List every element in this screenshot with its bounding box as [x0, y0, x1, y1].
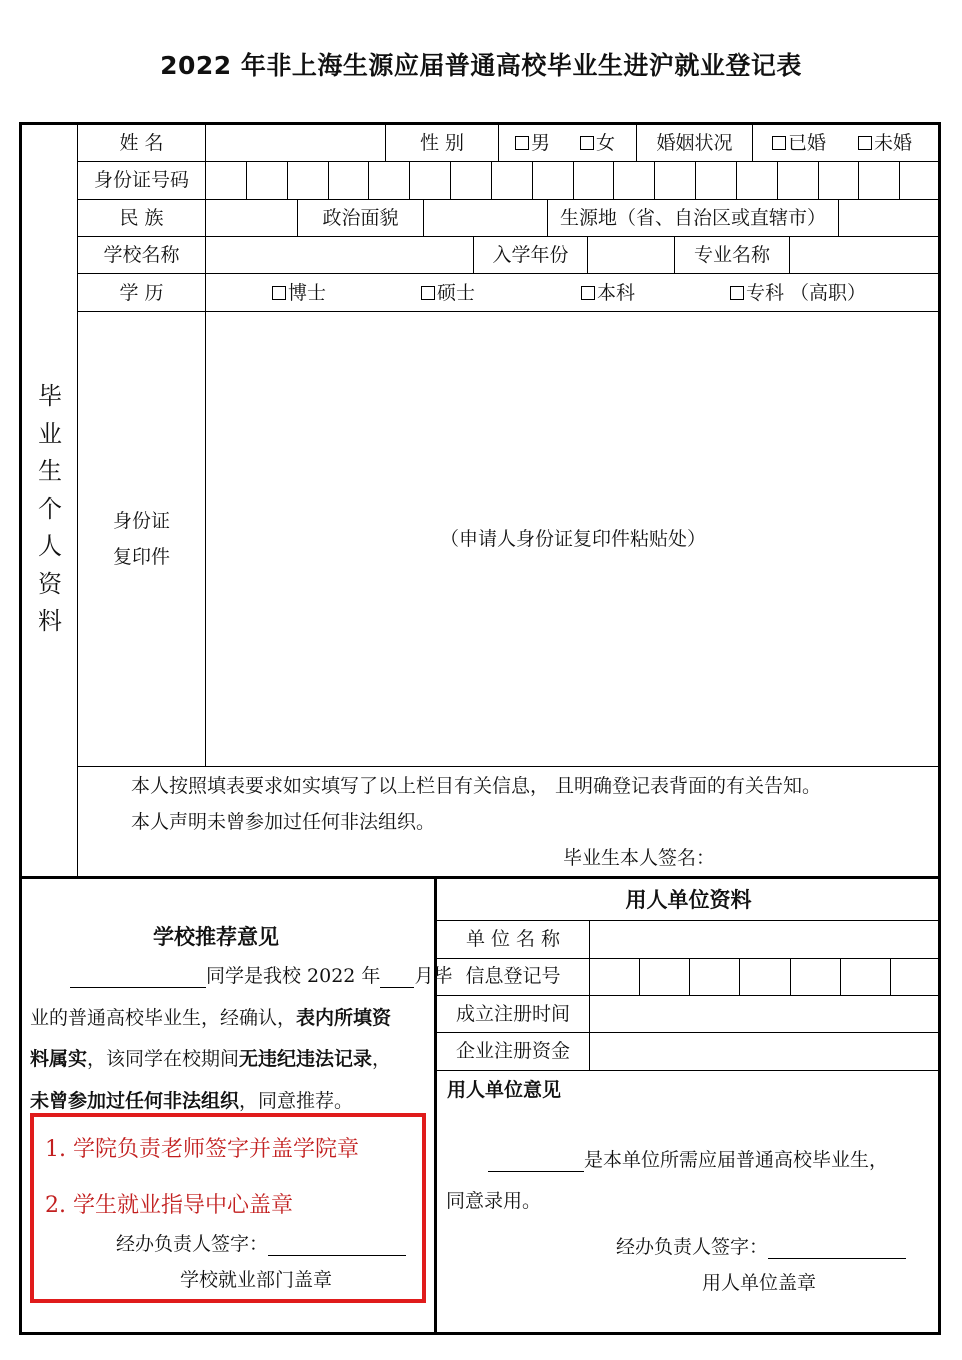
- ethnicity-field[interactable]: [206, 201, 296, 235]
- gender-label: 性 别: [419, 132, 465, 154]
- school-sign-label: 经办负责人签字：: [116, 1232, 406, 1256]
- reg-digit-box[interactable]: [891, 960, 939, 993]
- name-field[interactable]: [206, 126, 384, 160]
- employer-heading: 用人单位资料: [625, 888, 752, 912]
- name-label: 姓 名: [119, 132, 164, 154]
- declaration-line-1: 本人按照填表要求如实填写了以上栏目有关信息， 且明确登记表背面的有关告知。: [131, 775, 822, 797]
- id-digit-box[interactable]: [859, 163, 898, 197]
- reg-digit-box[interactable]: [791, 960, 839, 993]
- school-line-4: 未曾参加过任何非法组织，同意推荐。: [30, 1090, 354, 1112]
- section-label-char: 资: [38, 569, 62, 598]
- employer-opinion-heading: 用人单位意见: [447, 1079, 562, 1101]
- gender-male-option[interactable]: 男: [515, 131, 550, 155]
- id-digit-box[interactable]: [900, 163, 939, 197]
- note-college-sign: 1. 学院负责老师签字并盖学院章: [45, 1137, 359, 1162]
- male-checkbox[interactable]: [515, 136, 529, 150]
- edu-phd-option[interactable]: 博士: [272, 281, 326, 305]
- school-line-1: 同学是我校 2022 年 月毕: [30, 964, 452, 988]
- reg-digit-box[interactable]: [640, 960, 688, 993]
- school-opinion-heading: 学校推荐意见: [153, 925, 279, 949]
- section-label-char: 料: [38, 607, 62, 635]
- political-field[interactable]: [424, 201, 546, 235]
- section-label-char: 生: [38, 457, 62, 485]
- reg-no-label: 信息登记号: [465, 965, 561, 987]
- declaration-line-2: 本人声明未曾参加过任何非法组织。: [131, 811, 436, 833]
- unmarried-checkbox[interactable]: [858, 136, 872, 150]
- employer-opinion-line-1: 是本单位所需应届普通高校毕业生，: [488, 1148, 888, 1172]
- school-line-2: 业的普通高校毕业生，经确认，表内所填资: [30, 1007, 392, 1029]
- id-digit-box[interactable]: [737, 163, 776, 197]
- graduate-signature-label: 毕业生本人签名：: [563, 847, 716, 869]
- section-label-char: 个: [38, 494, 62, 523]
- school-field[interactable]: [206, 238, 472, 272]
- id-digit-box[interactable]: [288, 163, 327, 197]
- id-digit-box[interactable]: [696, 163, 735, 197]
- id-digit-box[interactable]: [574, 163, 613, 197]
- master-checkbox[interactable]: [421, 286, 435, 300]
- marital-label: 婚姻状况: [656, 132, 733, 154]
- college-checkbox[interactable]: [730, 286, 744, 300]
- id-digit-box[interactable]: [655, 163, 694, 197]
- id-digit-box[interactable]: [410, 163, 449, 197]
- id-number-label: 身份证号码: [93, 169, 189, 191]
- note-career-center-stamp: 2. 学生就业指导中心盖章: [45, 1193, 293, 1218]
- gender-female-option[interactable]: 女: [580, 131, 615, 155]
- unmarried-option[interactable]: 未婚: [858, 131, 912, 155]
- id-digit-box[interactable]: [206, 163, 245, 197]
- id-digit-box[interactable]: [451, 163, 490, 197]
- major-label: 专业名称: [693, 244, 770, 266]
- unit-name-field[interactable]: [590, 922, 939, 957]
- id-digit-box[interactable]: [492, 163, 531, 197]
- employer-sign-blank[interactable]: [768, 1238, 906, 1259]
- origin-field[interactable]: [839, 201, 939, 235]
- married-option[interactable]: 已婚: [772, 131, 826, 155]
- political-label: 政治面貌: [322, 207, 399, 229]
- id-digit-box[interactable]: [614, 163, 653, 197]
- enroll-year-field[interactable]: [588, 238, 673, 272]
- edu-college-option[interactable]: 专科 （高职）: [730, 281, 866, 305]
- employer-student-blank[interactable]: [488, 1151, 584, 1172]
- school-label: 学校名称: [103, 244, 180, 266]
- personal-section-label: [24, 378, 76, 641]
- id-digit-box[interactable]: [533, 163, 572, 197]
- reg-digit-box[interactable]: [841, 960, 889, 993]
- employer-stamp-label: 用人单位盖章: [702, 1272, 817, 1294]
- section-label-char: 业: [38, 419, 62, 448]
- id-copy-label-2: 复印件: [112, 546, 170, 568]
- section-label-char: 人: [38, 532, 62, 560]
- education-label: 学 历: [119, 282, 164, 304]
- id-digit-box[interactable]: [778, 163, 817, 197]
- school-line-3: 料属实，该同学在校期间无违纪违法记录，: [30, 1048, 392, 1070]
- enroll-year-label: 入学年份: [492, 244, 569, 266]
- school-sign-blank[interactable]: [268, 1235, 406, 1256]
- reg-digit-box[interactable]: [690, 960, 738, 993]
- capital-field[interactable]: [590, 1034, 939, 1069]
- reg-digit-box[interactable]: [740, 960, 788, 993]
- student-name-blank[interactable]: [70, 967, 206, 988]
- reg-digit-box[interactable]: [590, 960, 638, 993]
- id-digit-box[interactable]: [329, 163, 368, 197]
- employer-opinion-line-2: 同意录用。: [446, 1190, 542, 1212]
- school-stamp-label: 学校就业部门盖章: [180, 1269, 333, 1291]
- bachelor-checkbox[interactable]: [581, 286, 595, 300]
- id-copy-label-1: 身份证: [112, 510, 170, 532]
- id-digit-box[interactable]: [369, 163, 408, 197]
- id-copy-placeholder: （申请人身份证复印件粘贴处）: [439, 528, 706, 550]
- female-checkbox[interactable]: [580, 136, 594, 150]
- form-title: 2022 年非上海生源应届普通高校毕业生进沪就业登记表: [160, 51, 802, 80]
- employer-sign-label: 经办负责人签字：: [616, 1235, 906, 1259]
- edu-master-option[interactable]: 硕士: [421, 281, 475, 305]
- capital-label: 企业注册资金: [455, 1040, 570, 1062]
- ethnicity-label: 民 族: [119, 207, 164, 229]
- unit-name-label: 单 位 名 称: [465, 928, 561, 950]
- edu-bachelor-option[interactable]: 本科: [581, 281, 635, 305]
- month-blank[interactable]: [380, 967, 414, 988]
- section-label-char: 毕: [38, 382, 62, 410]
- established-label: 成立注册时间: [455, 1003, 570, 1025]
- id-digit-box[interactable]: [819, 163, 858, 197]
- major-field[interactable]: [790, 238, 939, 272]
- married-checkbox[interactable]: [772, 136, 786, 150]
- phd-checkbox[interactable]: [272, 286, 286, 300]
- origin-label: 生源地（省、自治区或直辖市）: [559, 207, 826, 229]
- id-digit-box[interactable]: [247, 163, 286, 197]
- established-field[interactable]: [590, 997, 939, 1031]
